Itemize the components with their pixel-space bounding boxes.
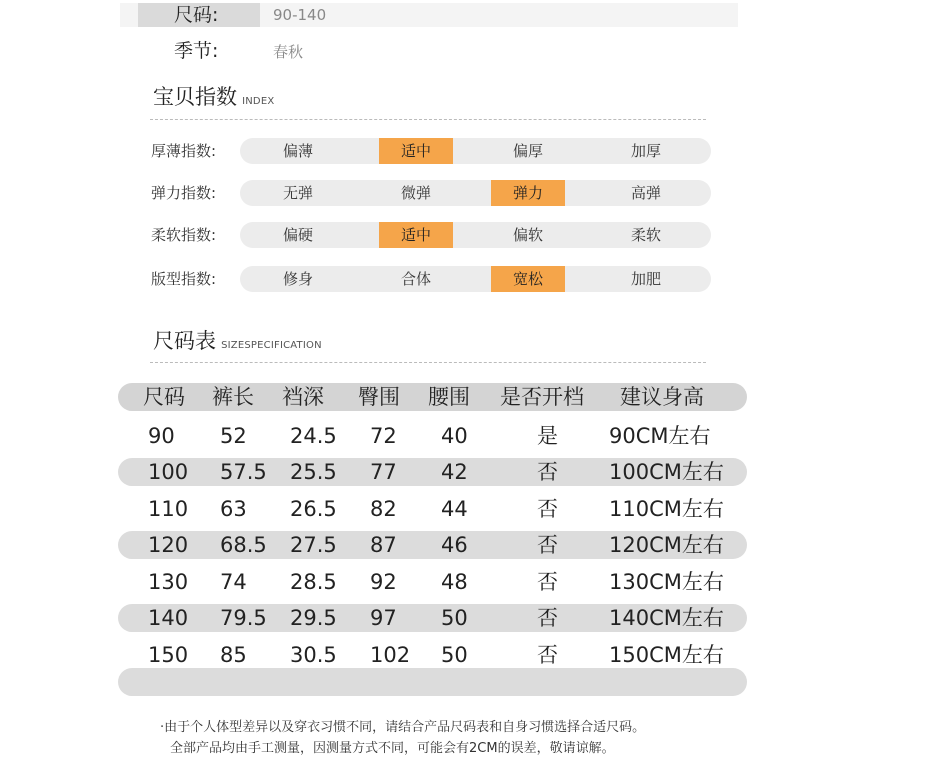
size-table-cell: 92 — [370, 570, 397, 594]
size-table-cell: 68.5 — [220, 533, 267, 557]
index-option: 修身 — [282, 270, 313, 288]
size-table-cell: 140 — [148, 606, 189, 630]
size-table-cell: 150 — [148, 643, 189, 667]
size-table-cell: 140CM左右 — [609, 606, 724, 630]
index-row-label: 柔软指数: — [151, 226, 217, 244]
size-divider — [150, 362, 706, 363]
size-table-cell: 110CM左右 — [609, 497, 724, 521]
size-table-cell: 24.5 — [290, 424, 337, 448]
size-table-header-cell: 建议身高 — [620, 385, 704, 409]
index-divider — [150, 119, 706, 120]
size-table-cell: 是 — [537, 424, 558, 448]
size-table-header-cell: 是否开档 — [500, 385, 584, 409]
size-table-cell: 44 — [441, 497, 468, 521]
size-table-cell: 90 — [148, 424, 175, 448]
size-table-cell: 87 — [370, 533, 397, 557]
size-table-cell: 90CM左右 — [609, 424, 711, 448]
index-section-header — [153, 81, 274, 111]
size-table-footer-band — [118, 668, 747, 696]
size-table-cell: 79.5 — [220, 606, 267, 630]
size-table-cell: 74 — [220, 570, 247, 594]
size-table-cell: 120 — [148, 533, 189, 557]
index-option: 偏薄 — [282, 142, 313, 160]
size-table-cell: 82 — [370, 497, 397, 521]
size-table-cell: 否 — [537, 570, 558, 594]
size-table-cell: 130CM左右 — [609, 570, 724, 594]
index-section-title: 宝贝指数 — [153, 85, 237, 109]
size-table-header-cell: 腰围 — [428, 385, 470, 409]
size-table-cell: 28.5 — [290, 570, 337, 594]
note-line-2: 全部产品均由手工测量，因测量方式不同，可能会有2CM的误差，敬请谅解。 — [170, 741, 615, 756]
index-option: 高弹 — [630, 184, 661, 202]
index-option-selected: 弹力 — [491, 180, 565, 206]
size-table-cell: 85 — [220, 643, 247, 667]
index-row-label: 弹力指数: — [151, 184, 217, 202]
note-line-1: ·由于个人体型差异以及穿衣习惯不同，请结合产品尺码表和自身习惯选择合适尺码。 — [160, 720, 646, 735]
size-table-header-cell: 臀围 — [358, 385, 400, 409]
size-table-cell: 否 — [537, 606, 558, 630]
size-table-cell: 48 — [441, 570, 468, 594]
index-row-label: 版型指数: — [151, 270, 217, 288]
index-option: 加肥 — [630, 270, 661, 288]
size-spec-value: 90-140 — [273, 6, 327, 24]
size-table-cell: 30.5 — [290, 643, 337, 667]
index-row-label: 厚薄指数: — [151, 142, 217, 160]
index-option: 偏软 — [512, 226, 543, 244]
index-section-subtitle: INDEX — [242, 96, 275, 107]
size-section-header — [153, 325, 322, 355]
size-table-cell: 否 — [537, 643, 558, 667]
size-table-cell: 46 — [441, 533, 468, 557]
size-table-header-cell: 尺码 — [143, 385, 185, 409]
index-option-selected: 适中 — [379, 138, 453, 164]
size-table-cell: 27.5 — [290, 533, 337, 557]
index-option-selected: 宽松 — [491, 266, 565, 292]
size-table-cell: 50 — [441, 643, 468, 667]
size-table-cell: 77 — [370, 460, 397, 484]
size-table-cell: 100 — [148, 460, 189, 484]
size-table-cell: 否 — [537, 533, 558, 557]
index-option: 无弹 — [282, 184, 313, 202]
size-table-cell: 50 — [441, 606, 468, 630]
size-section-title: 尺码表 — [153, 329, 216, 353]
index-option: 柔软 — [630, 226, 661, 244]
size-table-cell: 52 — [220, 424, 247, 448]
size-table-cell: 否 — [537, 497, 558, 521]
size-table-cell: 102 — [370, 643, 411, 667]
season-spec-label: 季节: — [174, 40, 219, 62]
index-option: 合体 — [400, 270, 431, 288]
size-table-cell: 100CM左右 — [609, 460, 724, 484]
size-table-cell: 否 — [537, 460, 558, 484]
size-section-subtitle: SIZESPECIFICATION — [221, 340, 322, 351]
size-table-cell: 97 — [370, 606, 397, 630]
size-table-cell: 42 — [441, 460, 468, 484]
size-table-cell: 57.5 — [220, 460, 267, 484]
size-table-cell: 120CM左右 — [609, 533, 724, 557]
index-option: 偏硬 — [282, 226, 313, 244]
size-table-header-cell: 裤长 — [212, 385, 254, 409]
size-table-cell: 63 — [220, 497, 247, 521]
index-option: 加厚 — [630, 142, 661, 160]
size-table-cell: 130 — [148, 570, 189, 594]
index-option: 微弹 — [400, 184, 431, 202]
size-table-cell: 72 — [370, 424, 397, 448]
size-table-cell: 110 — [148, 497, 189, 521]
size-table-cell: 29.5 — [290, 606, 337, 630]
size-table-header-cell: 裆深 — [282, 385, 324, 409]
index-option-selected: 适中 — [379, 222, 453, 248]
size-spec-label: 尺码: — [174, 4, 219, 26]
size-table-cell: 40 — [441, 424, 468, 448]
size-table-cell: 26.5 — [290, 497, 337, 521]
size-table-cell: 150CM左右 — [609, 643, 724, 667]
size-table-cell: 25.5 — [290, 460, 337, 484]
season-spec-value: 春秋 — [273, 43, 304, 61]
index-option: 偏厚 — [512, 142, 543, 160]
